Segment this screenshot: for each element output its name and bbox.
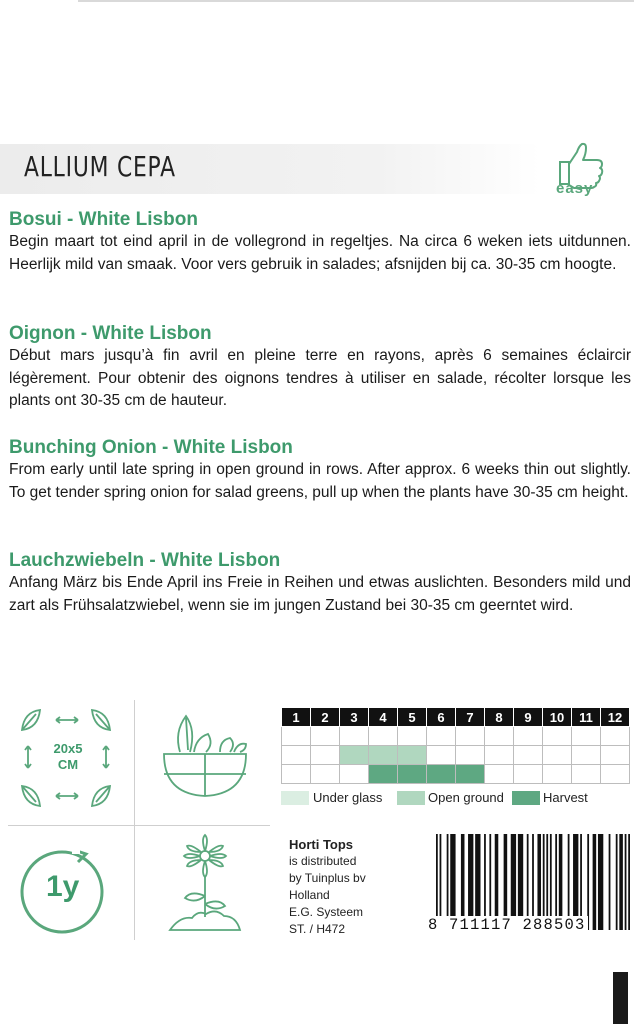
sowing-calendar [281, 707, 630, 784]
calendar-month-5: 5 [398, 708, 427, 727]
legend-label-harvest: Harvest [543, 790, 588, 805]
distributor-line: Holland [289, 888, 330, 902]
calendar-month-6: 6 [427, 708, 456, 727]
barcode-number: 8 711117 288503 [428, 916, 586, 934]
calendar-cell-open-ground-1 [282, 746, 311, 765]
barcode-bar-24 [587, 834, 589, 930]
legend-swatch-under-glass [281, 791, 309, 805]
legend-label-open-ground: Open ground [428, 790, 504, 805]
calendar-cell-harvest-2 [311, 765, 340, 784]
calendar-cell-harvest-12 [601, 765, 630, 784]
annual-label: 1y [46, 870, 80, 903]
barcode-bar-28 [616, 834, 618, 930]
calendar-cell-under-glass-4 [369, 727, 398, 746]
legend-swatch-open-ground [397, 791, 425, 805]
calendar-cell-harvest-4 [369, 765, 398, 784]
barcode-bar-30 [625, 834, 627, 930]
calendar-month-3: 3 [340, 708, 369, 727]
calendar-month-9: 9 [514, 708, 543, 727]
species-title: ALLIUM CEPA [24, 150, 176, 183]
calendar-row-harvest [282, 765, 630, 784]
calendar-cell-open-ground-12 [601, 746, 630, 765]
barcode-bar-26 [598, 834, 603, 930]
calendar-cell-under-glass-11 [572, 727, 601, 746]
easy-badge-label: easy [556, 180, 594, 197]
calendar-cell-harvest-11 [572, 765, 601, 784]
calendar-month-row [282, 708, 630, 727]
section-german [9, 549, 631, 617]
seedling-flower-icon [150, 830, 260, 945]
calendar-cell-under-glass-6 [427, 727, 456, 746]
calendar-cell-harvest-10 [543, 765, 572, 784]
section-text: Begin maart tot eind april in de vollegrond in regeltjes. Na circa 6 weken iets uitdunnen. Heerlijk mild van smaak. Voor vers gebruik in salades; afsnijden bij ca. 30-35 cm hoogte. [9, 233, 631, 273]
calendar-cell-under-glass-9 [514, 727, 543, 746]
calendar-row-under-glass [282, 727, 630, 746]
section-french [9, 322, 631, 413]
legend-label-under-glass: Under glass [313, 790, 383, 805]
calendar-cell-open-ground-5 [398, 746, 427, 765]
calendar-month-8: 8 [485, 708, 514, 727]
brand-name: Horti Tops [289, 837, 354, 852]
calendar-cell-under-glass-5 [398, 727, 427, 746]
distributor-info [289, 836, 366, 938]
calendar-cell-under-glass-1 [282, 727, 311, 746]
barcode-bar-27 [609, 834, 611, 930]
section-text: Début mars jusqu’à fin avril en pleine terre en rayons, après 6 semaines éclaircir légèrement. Pour obtenir des oignons tendres à utiliser en salade, récolter lorsque les plants ont 30-35 cm de hauteur. [9, 347, 631, 409]
calendar-cell-under-glass-3 [340, 727, 369, 746]
calendar-cell-harvest-6 [427, 765, 456, 784]
barcode-bar-25 [593, 834, 597, 930]
section-text: From early until late spring in open ground in rows. After approx. 6 weeks thin out slightly. To get tender spring onion for salad greens, pull up when the plants have 30-35 cm height. [9, 461, 631, 501]
calendar-cell-open-ground-3 [340, 746, 369, 765]
section-heading: Lauchzwiebeln - White Lisbon [9, 550, 281, 571]
barcode-bar-29 [619, 834, 623, 930]
distributor-line: by Tuinplus bv [289, 871, 366, 885]
section-dutch [9, 208, 631, 276]
calendar-row-open-ground [282, 746, 630, 765]
calendar-month-4: 4 [369, 708, 398, 727]
barcode-bar-31 [628, 834, 630, 930]
calendar-month-12: 12 [601, 708, 630, 727]
top-rule [78, 0, 634, 2]
calendar-cell-harvest-9 [514, 765, 543, 784]
distributor-line: ST. / H472 [289, 922, 346, 936]
section-heading: Bunching Onion - White Lisbon [9, 437, 293, 458]
corner-mark [613, 972, 628, 1024]
section-heading: Oignon - White Lisbon [9, 323, 212, 344]
calendar-cell-harvest-3 [340, 765, 369, 784]
calendar-month-11: 11 [572, 708, 601, 727]
section-english [9, 436, 631, 504]
calendar-cell-under-glass-2 [311, 727, 340, 746]
section-heading: Bosui - White Lisbon [9, 209, 198, 230]
calendar-month-2: 2 [311, 708, 340, 727]
calendar-cell-open-ground-8 [485, 746, 514, 765]
salad-bowl-icon [150, 702, 260, 812]
calendar-cell-open-ground-6 [427, 746, 456, 765]
calendar-cell-open-ground-9 [514, 746, 543, 765]
calendar-cell-under-glass-10 [543, 727, 572, 746]
legend-swatch-harvest [512, 791, 540, 805]
calendar-cell-open-ground-11 [572, 746, 601, 765]
calendar-month-10: 10 [543, 708, 572, 727]
section-text: Anfang März bis Ende April ins Freie in Reihen und etwas auslichten. Besonders mild und zart als Frühsalatzwiebel, wenn sie im jungen Zustand bei 30-35 cm geerntet wird. [9, 574, 631, 614]
icon-grid-divider-vertical [134, 700, 135, 940]
calendar-cell-harvest-1 [282, 765, 311, 784]
distributor-line: is distributed [289, 854, 357, 868]
calendar-cell-harvest-5 [398, 765, 427, 784]
calendar-cell-open-ground-10 [543, 746, 572, 765]
calendar-month-7: 7 [456, 708, 485, 727]
calendar-cell-open-ground-7 [456, 746, 485, 765]
calendar-cell-harvest-8 [485, 765, 514, 784]
plant-spacing-label: 20x5 CM [53, 741, 83, 772]
calendar-cell-open-ground-4 [369, 746, 398, 765]
icon-grid-divider-horizontal [8, 825, 270, 826]
calendar-cell-under-glass-7 [456, 727, 485, 746]
calendar-month-1: 1 [282, 708, 311, 727]
calendar-cell-open-ground-2 [311, 746, 340, 765]
calendar-cell-harvest-7 [456, 765, 485, 784]
calendar-cell-under-glass-8 [485, 727, 514, 746]
distributor-line: E.G. Systeem [289, 905, 364, 919]
calendar-cell-under-glass-12 [601, 727, 630, 746]
